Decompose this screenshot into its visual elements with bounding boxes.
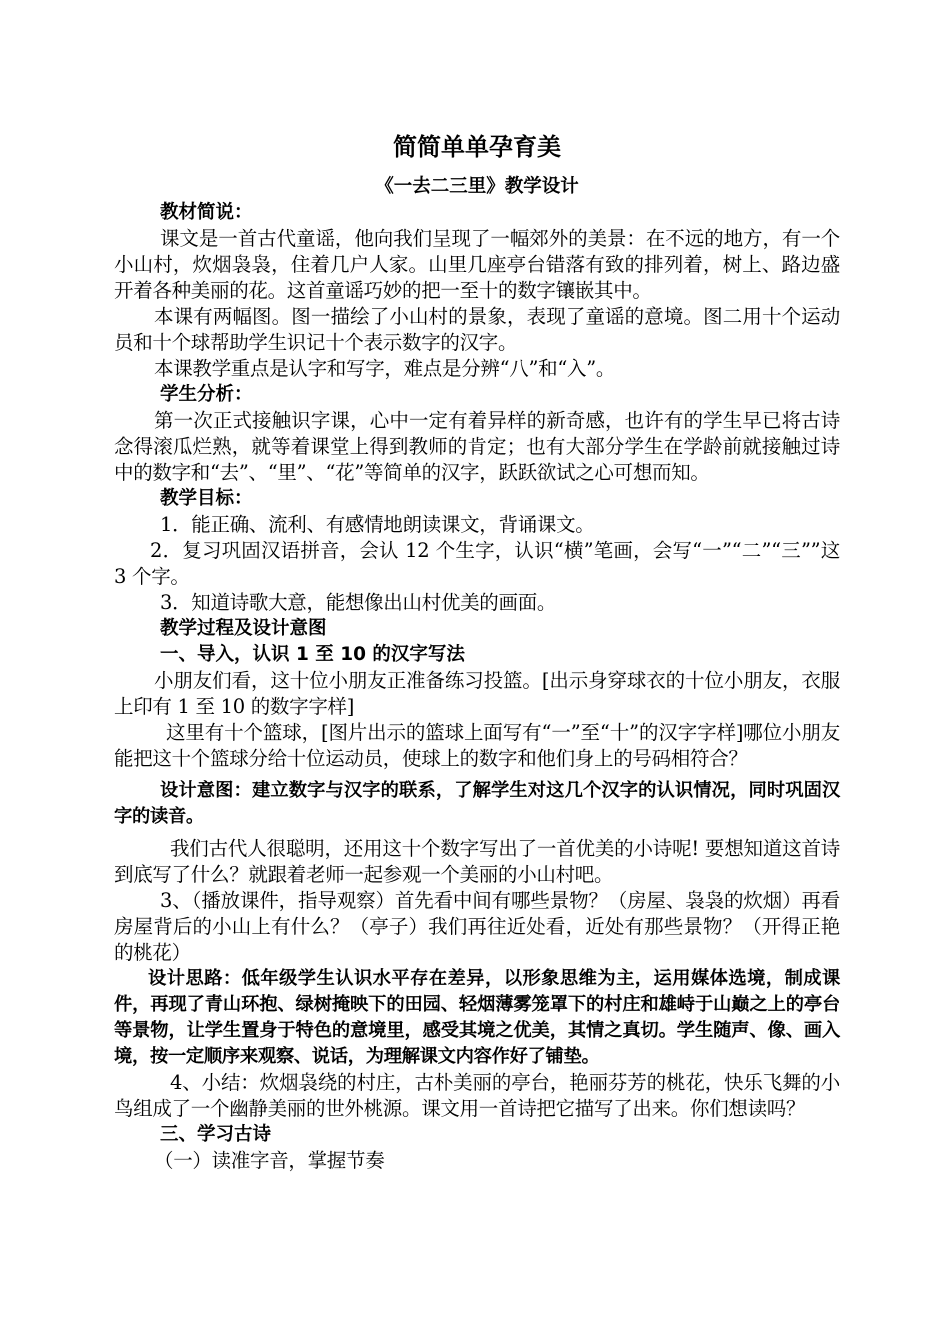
step3-subheading-1: （一）读准字音，掌握节奏 <box>154 1149 385 1172</box>
paragraph-students-1: 第一次正式接触识字课，心中一定有着异样的新奇感，也许有的学生早已将古诗念得滚瓜烂熟，就等着课堂上得到教师的肯定；也有大部分学生在学龄前就接触过诗中的数字和“去”、“里”、“花”等简单的汉字，跃跃欲试之心可想而知。 <box>114 409 840 484</box>
section-heading-process: 教学过程及设计意图 <box>160 618 327 639</box>
goal-item-2: 2．复习巩固汉语拼音，会认 12 个生字，认识“横”笔画，会写“一”“二”“三””这 3 个字。 <box>114 539 840 588</box>
document-subtitle: 《一去二三里》教学设计 <box>375 176 579 197</box>
paragraph-step1-4: 3、（播放课件，指导观察）首先看中间有哪些景物？（房屋、袅袅的炊烟）再看房屋背后的小山上有什么？（亭子）我们再往近处看，近处有那些景物？（开得正艳的桃花） <box>114 889 840 964</box>
section-heading-goals: 教学目标： <box>160 488 253 509</box>
goal-item-3: 3．知道诗歌大意，能想像出山村优美的画面。 <box>160 591 557 614</box>
section-heading-materials: 教材简说： <box>160 202 253 223</box>
paragraph-step1-1: 小朋友们看，这十位小朋友正准备练习投篮。[出示身穿球衣的十位小朋友，衣服上印有 1 至 10 的数字字样] <box>114 669 840 718</box>
paragraph-materials-3: 本课教学重点是认字和写字，难点是分辨“八”和“入”。 <box>154 357 616 380</box>
design-intent: 设计意图：建立数字与汉字的联系，了解学生对这几个汉字的认识情况，同时巩固汉字的读音。 <box>114 780 840 827</box>
paragraph-step1-5: 4、小结：炊烟袅绕的村庄，古朴美丽的亭台，艳丽芬芳的桃花，快乐飞舞的小鸟组成了一个幽静美丽的世外桃源。课文用一首诗把它描写了出来。你们想读吗？ <box>114 1071 840 1120</box>
paragraph-step1-2: 这里有十个篮球，[图片出示的篮球上面写有“一”至“十”的汉字字样]哪位小朋友能把这十个篮球分给十位运动员，使球上的数字和他们身上的号码相符合？ <box>114 721 840 770</box>
design-thought: 设计思路：低年级学生认识水平存在差异，以形象思维为主，运用媒体选境，制成课件，再现了青山环抱、绿树掩映下的田园、轻烟薄雾笼罩下的村庄和雄峙于山巅之上的亭台等景物，让学生置身于特色的意境里，感受其境之优美，其情之真切。学生随声、像、画入境，按一定顺序来观察、说话，为理解课文内容作好了铺垫。 <box>114 968 840 1067</box>
document-page <box>114 128 840 1174</box>
paragraph-materials-1: 课文是一首古代童谣，他向我们呈现了一幅郊外的美景：在不远的地方，有一个小山村，炊烟袅袅，住着几户人家。山里几座亭台错落有致的排列着，树上、路边盛开着各种美丽的花。这首童谣巧妙的把一至十的数字镶嵌其中。 <box>114 227 840 302</box>
document-title: 简简单单孕育美 <box>393 133 561 161</box>
paragraph-step1-3: 我们古代人很聪明，还用这十个数字写出了一首优美的小诗呢! 要想知道这首诗到底写了什么？就跟着老师一起参观一个美丽的小山村吧。 <box>114 837 840 886</box>
step3-heading: 三、学习古诗 <box>160 1124 272 1145</box>
paragraph-materials-2: 本课有两幅图。图一描绘了小山村的景象，表现了童谣的意境。图二用十个运动员和十个球帮助学生识记十个表示数字的汉字。 <box>114 305 840 354</box>
goal-item-1: 1．能正确、流利、有感情地朗读课文，背诵课文。 <box>160 513 595 536</box>
step1-heading: 一、导入，认识 1 至 10 的汉字写法 <box>160 644 465 665</box>
section-heading-students: 学生分析： <box>160 384 253 405</box>
